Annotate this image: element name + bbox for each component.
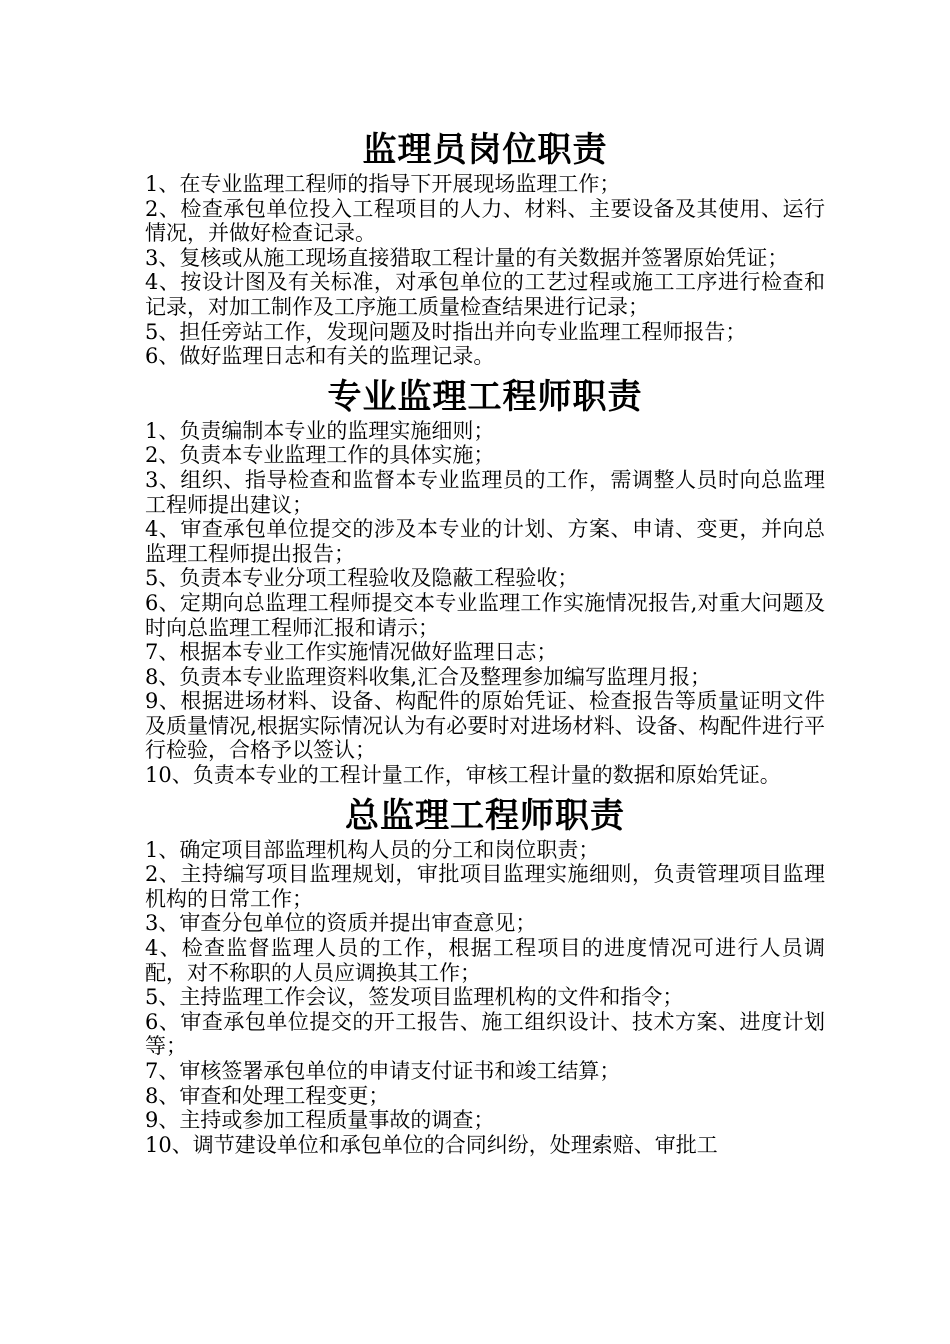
duty-item: 8、负责本专业监理资料收集,汇合及整理参加编写监理月报； [145, 664, 712, 689]
duty-item: 5、负责本专业分项工程验收及隐蔽工程验收； [145, 566, 579, 591]
duty-item: 2、负责本专业监理工作的具体实施； [145, 443, 495, 468]
duty-item: 3、组织、指导检查和监督本专业监理员的工作，需调整人员时向总监理 工程师提出建议； [145, 467, 825, 517]
duty-item: 2、主持编写项目监理规划，审批项目监理实施细则，负责管理项目监理机构的日常工作； [145, 862, 825, 911]
section-title: 总监理工程师职责 [345, 795, 625, 836]
duty-item: 1、在专业监理工程师的指导下开展现场监理工作； [145, 172, 621, 196]
duty-item: 6、做好监理日志和有关的监理记录。 [145, 344, 495, 369]
duty-list [145, 838, 825, 1158]
duty-item: 6、审查承包单位提交的开工报告、施工组织设计、技术方案、进度计划等； [145, 1009, 825, 1059]
duty-item: 5、主持监理工作会议，签发项目监理机构的文件和指令； [145, 985, 684, 1010]
duty-item: 10、调节建设单位和承包单位的合同纠纷，处理索赔、审批工 [145, 1132, 718, 1157]
section-title: 监理员岗位职责 [362, 130, 608, 170]
duty-item: 7、审核签署承包单位的申请支付证书和竣工结算； [145, 1059, 621, 1083]
section-title: 专业监理工程师职责 [327, 376, 643, 417]
duty-item: 4、检查监督监理人员的工作，根据工程项目的进度情况可进行人员调配，对不称职的人员应调换其工作； [145, 936, 825, 985]
document-content [145, 128, 825, 1163]
duty-item: 8、审查和处理工程变更； [145, 1083, 390, 1108]
section-supervisor [145, 128, 825, 369]
duty-item: 10、负责本专业的工程计量工作，审核工程计量的数据和原始凭证。 [145, 763, 781, 788]
duty-item: 4、按设计图及有关标准，对承包单位的工艺过程或施工工序进行检查和记录，对加工制作及工序施工质量检查结果进行记录； [145, 270, 825, 319]
duty-list [145, 419, 825, 788]
section-chief-engineer [145, 794, 825, 1158]
duty-item: 5、担任旁站工作，发现问题及时指出并向专业监理工程师报告； [145, 319, 747, 344]
duty-item: 9、主持或参加工程质量事故的调查； [145, 1108, 495, 1133]
duty-item: 2、检查承包单位投入工程项目的人力、材料、主要设备及其使用、运行情况，并做好检查记录。 [145, 196, 825, 246]
duty-item: 1、确定项目部监理机构人员的分工和岗位职责； [145, 837, 600, 862]
duty-item: 1、负责编制本专业的监理实施细则； [145, 418, 495, 443]
duty-item: 6、定期向总监理工程师提交本专业监理工作实施情况报告,对重大问题及时向总监理工程师汇报和请示； [145, 590, 825, 640]
duty-item: 3、审查分包单位的资质并提出审查意见； [145, 911, 537, 936]
duty-item: 9、根据进场材料、设备、构配件的原始凭证、检查报告等质量证明文件及质量情况,根据实际情况认为有必要时对进场材料、设备、构配件进行平行检验，合格予以签认； [145, 689, 825, 763]
duty-item: 7、根据本专业工作实施情况做好监理日志； [145, 640, 558, 665]
duty-list [145, 172, 825, 369]
duty-item: 3、复核或从施工现场直接猎取工程计量的有关数据并签署原始凭证； [145, 245, 789, 270]
duty-item: 4、审查承包单位提交的涉及本专业的计划、方案、申请、变更，并向总监理工程师提出报告； [145, 517, 825, 566]
section-specialist-engineer [145, 375, 825, 788]
